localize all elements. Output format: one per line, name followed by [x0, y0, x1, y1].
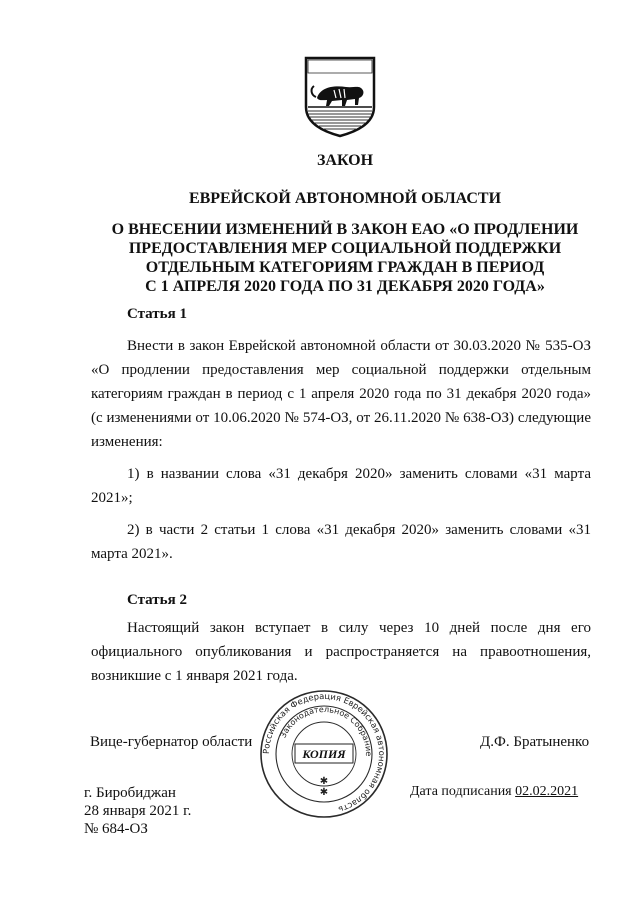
- article-1-intro: Внести в закон Еврейской автономной области от 30.03.2020 № 535-ОЗ «О продлении предоставления мер социальной поддержки отдельным категориям граждан в период с 1 апреля 2020 года по 31 декабря 2020 года» (с изменениями от 10.06.2020 № 574-ОЗ, от 26.11.2020 № 638-ОЗ) следующие изменения:: [91, 338, 591, 450]
- signing-date: [410, 784, 578, 800]
- svg-text:✱: ✱: [319, 776, 329, 787]
- coat-of-arms-tiger-icon: [302, 55, 378, 139]
- signing-date-label: Дата подписания: [410, 784, 512, 799]
- city: г. Биробиджан: [84, 785, 176, 801]
- official-seal-icon: [258, 688, 390, 820]
- seal-center-text: КОПИЯ: [302, 747, 346, 761]
- seal-outer-text: Российская Федерация Еврейская автономная область: [260, 690, 388, 815]
- subject-line: С 1 АПРЕЛЯ 2020 ГОДА ПО 31 ДЕКАБРЯ 2020 ГОДА»: [145, 278, 545, 295]
- article-2-text: Настоящий закон вступает в силу через 10 дней после дня его официального опубликования и распространяется на правоотношения, возникшие с 1 января 2021 года.: [91, 620, 591, 684]
- svg-text:✱: ✱: [319, 787, 329, 798]
- law-title: ЗАКОН: [316, 152, 374, 169]
- article-1-item-1: 1) в названии слова «31 декабря 2020» заменить словами «31 марта 2021»;: [91, 466, 591, 506]
- adoption-date: 28 января 2021 г.: [84, 803, 192, 819]
- article-1-item-2: 2) в части 2 статьи 1 слова «31 декабря 2020» заменить словами «31 марта 2021».: [91, 522, 591, 562]
- subject-line: ОТДЕЛЬНЫМ КАТЕГОРИЯМ ГРАЖДАН В ПЕРИОД: [145, 259, 545, 276]
- signatory-position: Вице-губернатор области: [90, 734, 253, 750]
- place-and-number: [84, 784, 191, 838]
- law-number: № 684-ОЗ: [84, 821, 148, 837]
- article-1-title: Статья 1: [127, 306, 187, 322]
- subject-line: ПРЕДОСТАВЛЕНИЯ МЕР СОЦИАЛЬНОЙ ПОДДЕРЖКИ: [128, 240, 562, 257]
- law-subject: [80, 220, 610, 296]
- article-2-title: Статья 2: [127, 592, 187, 608]
- signatory-name: Д.Ф. Братыненко: [480, 734, 590, 750]
- region-title: ЕВРЕЙСКОЙ АВТОНОМНОЙ ОБЛАСТИ: [188, 190, 502, 207]
- seal-inner-text: Законодательное Собрание: [278, 704, 374, 757]
- subject-line: О ВНЕСЕНИИ ИЗМЕНЕНИЙ В ЗАКОН ЕАО «О ПРОДЛЕНИИ: [111, 221, 579, 238]
- signing-date-value: 02.02.2021: [515, 784, 579, 799]
